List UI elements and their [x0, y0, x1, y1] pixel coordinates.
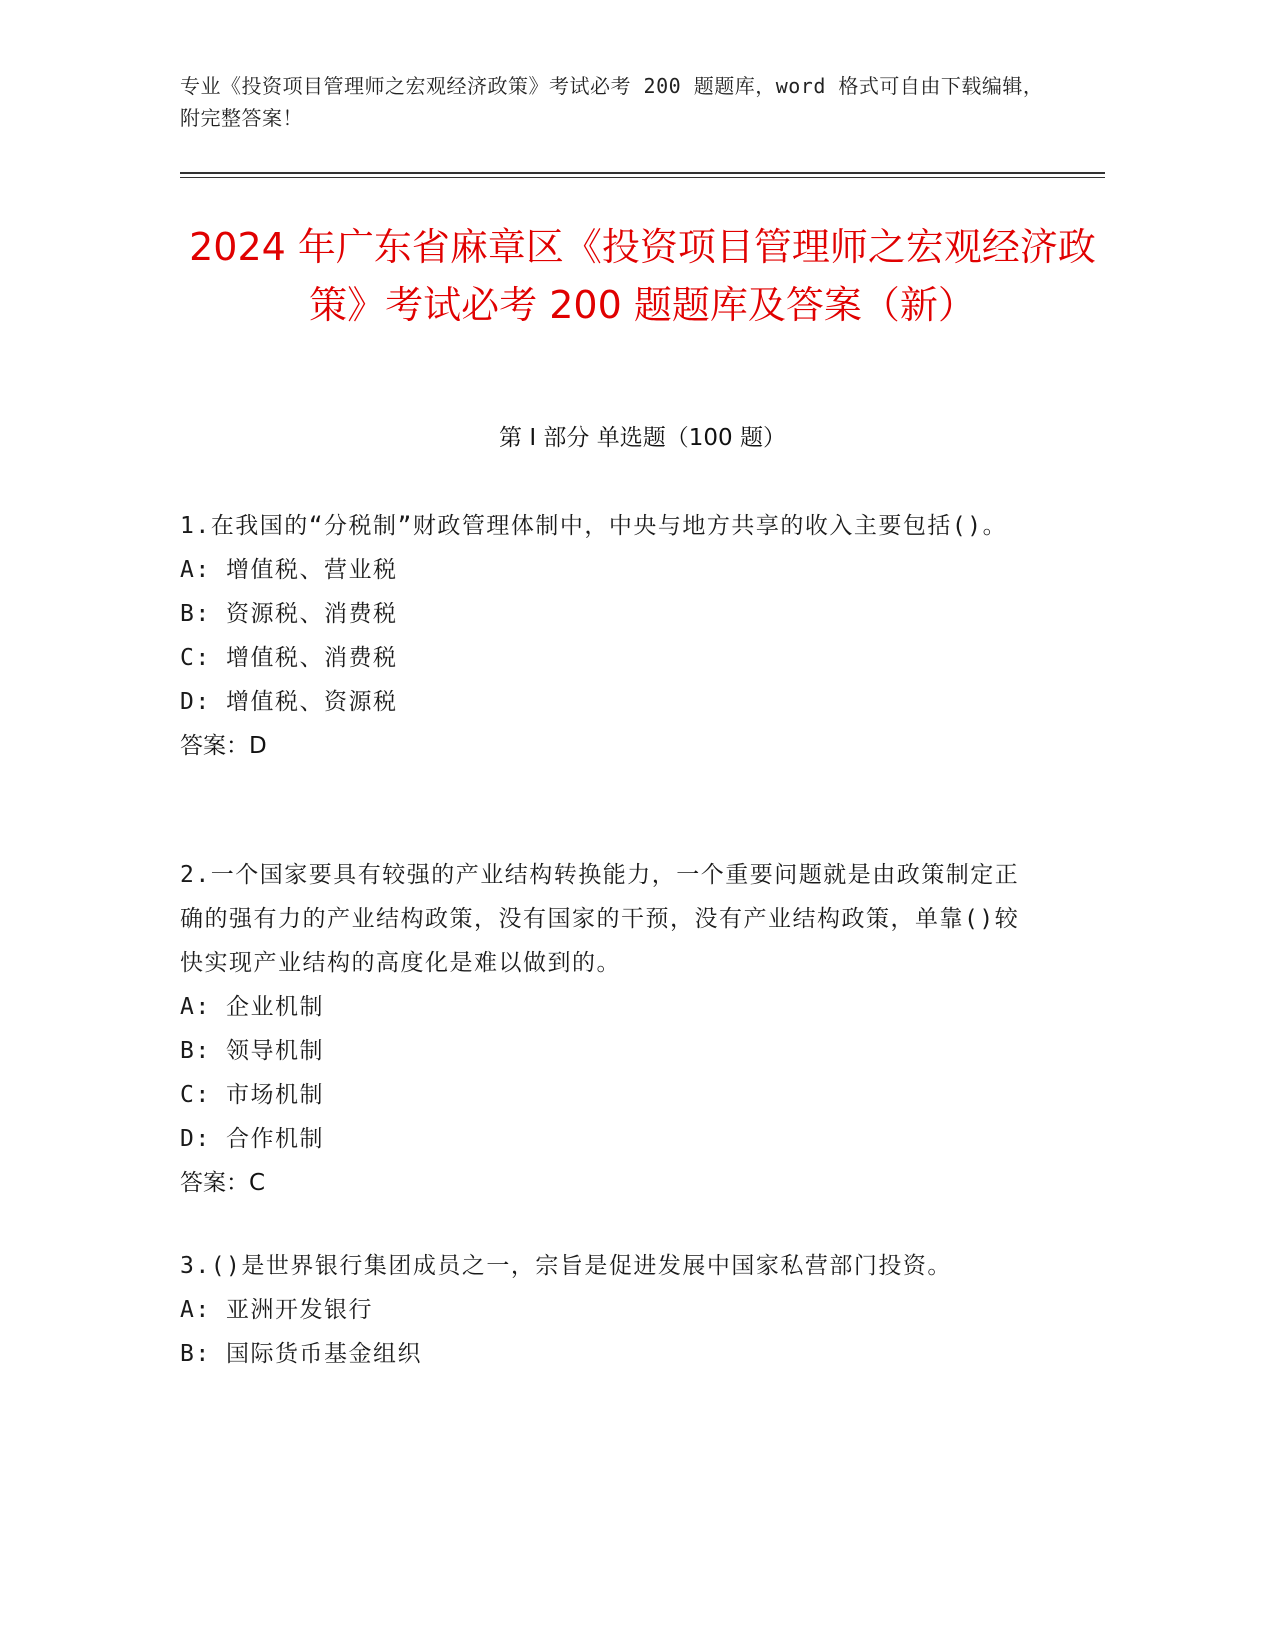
- header-note: 专业《投资项目管理师之宏观经济政策》考试必考 200 题题库，word 格式可自由下载编辑，附完整答案！: [180, 74, 1044, 130]
- header-divider-thin: [180, 177, 1105, 178]
- option-a: A: 增值税、营业税: [180, 557, 398, 583]
- document-title: 2024 年广东省麻章区《投资项目管理师之宏观经济政策》考试必考 200 题题库及答案（新）: [189, 225, 1096, 327]
- question-3: [180, 1244, 1020, 1376]
- answer: 答案：C: [180, 1170, 266, 1196]
- question-1: [180, 504, 1020, 768]
- option-c: C: 增值税、消费税: [180, 645, 398, 671]
- question-text: 1.在我国的“分税制”财政管理体制中，中央与地方共享的收入主要包括()。: [180, 513, 1008, 539]
- option-a: A: 亚洲开发银行: [180, 1297, 374, 1323]
- option-b: B: 领导机制: [180, 1038, 325, 1064]
- header-divider-thick: [180, 172, 1105, 174]
- answer: 答案：D: [180, 733, 267, 759]
- question-2: [180, 853, 1020, 1205]
- question-text: 2.一个国家要具有较强的产业结构转换能力，一个重要问题就是由政策制定正确的强有力的产业结构政策，没有国家的干预，没有产业结构政策，单靠()较快实现产业结构的高度化是难以做到的。: [180, 862, 1020, 976]
- option-b: B: 国际货币基金组织: [180, 1341, 423, 1367]
- question-text: 3.()是世界银行集团成员之一，宗旨是促进发展中国家私营部门投资。: [180, 1253, 952, 1279]
- section-heading: 第 I 部分 单选题（100 题）: [499, 425, 786, 451]
- option-d: D: 增值税、资源税: [180, 689, 398, 715]
- option-a: A: 企业机制: [180, 994, 325, 1020]
- option-d: D: 合作机制: [180, 1126, 325, 1152]
- option-b: B: 资源税、消费税: [180, 601, 398, 627]
- option-c: C: 市场机制: [180, 1082, 325, 1108]
